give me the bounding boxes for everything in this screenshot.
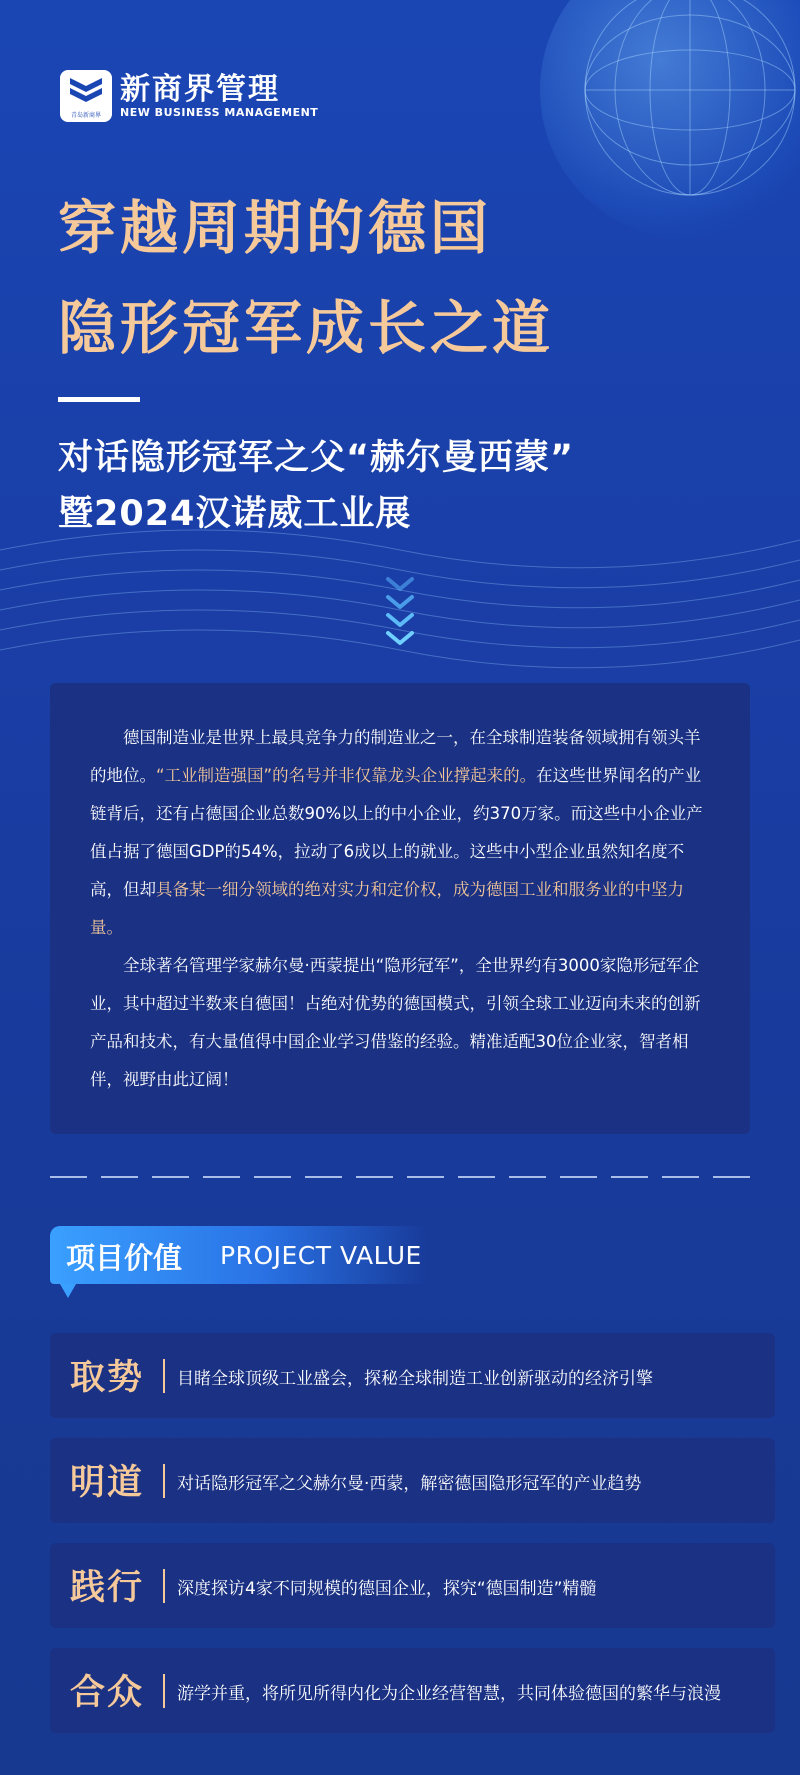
value-item — [50, 1438, 775, 1523]
subtitle-line-1: 对话隐形冠军之父“赫尔曼西蒙” — [58, 438, 575, 478]
intro-paragraph-1 — [90, 719, 715, 947]
value-text: 目睹全球顶级工业盛会，探秘全球制造工业创新驱动的经济引擎 — [177, 1369, 653, 1389]
value-divider — [163, 1674, 165, 1708]
intro-text-a: 德国制造业是世界上最具竞争力的制造业之一，在全球制造装备领域拥有领头羊的地位。 — [90, 728, 701, 785]
intro-paragraph-2: 全球著名管理学家赫尔曼·西蒙提出“隐形冠军”，全世界约有3000家隐形冠军企业，其中超过半数来自德国！占绝对优势的德国模式，引领全球工业迈向未来的创新产品和技术，有大量值得中国企业学习借鉴的经验。精准适配30位企业家，智者相伴，视野由此辽阔！ — [90, 956, 701, 1089]
brand-logo — [60, 70, 318, 122]
value-key: 明道 — [70, 1463, 145, 1503]
value-divider — [163, 1359, 165, 1393]
intro-highlight-2: 具备某一细分领域的绝对实力和定价权，成为德国工业和服务业的中坚力量。 — [90, 880, 684, 937]
section-title-en: PROJECT VALUE — [220, 1241, 422, 1270]
value-key: 合众 — [70, 1673, 145, 1713]
value-text: 游学并重，将所见所得内化为企业经营智慧，共同体验德国的繁华与浪漫 — [177, 1684, 721, 1704]
value-divider — [163, 1464, 165, 1498]
title-line-1: 穿越周期的德国 — [58, 194, 493, 262]
page-subtitle — [58, 430, 574, 542]
title-divider — [58, 397, 140, 402]
value-item — [50, 1543, 775, 1628]
value-key: 取势 — [70, 1358, 145, 1398]
value-text: 深度探访4家不同规模的德国企业，探究“德国制造”精髓 — [177, 1579, 597, 1599]
globe-decoration — [540, 0, 800, 240]
intro-panel — [50, 683, 750, 1134]
dashed-divider — [50, 1176, 750, 1178]
logo-mark-icon — [60, 70, 112, 122]
title-line-2: 隐形冠军成长之道 — [58, 294, 555, 362]
brand-name-en: NEW BUSINESS MANAGEMENT — [120, 105, 319, 119]
intro-highlight-1: “工业制造强国”的名号并非仅靠龙头企业撑起来的。 — [156, 766, 537, 785]
value-text: 对话隐形冠军之父赫尔曼·西蒙，解密德国隐形冠军的产业趋势 — [177, 1474, 642, 1494]
section-header-project-value — [50, 1226, 430, 1284]
section-title-cn: 项目价值 — [66, 1241, 183, 1275]
value-item — [50, 1333, 775, 1418]
value-divider — [163, 1569, 165, 1603]
value-key: 践行 — [70, 1568, 145, 1608]
chevron-down-icon — [384, 575, 416, 651]
value-item — [50, 1648, 775, 1733]
page-title — [58, 178, 554, 378]
brand-name-cn: 新商界管理 — [120, 71, 280, 107]
subtitle-line-2: 暨2024汉诺威工业展 — [58, 494, 412, 534]
logo-caption: 青岛新商界 — [70, 112, 101, 119]
intro-text-c: 在这些世界闻名的产业链背后，还有占德国企业总数90%以上的中小企业，约370万家。而这些中小企业产值占据了德国GDP的54%，拉动了6成以上的就业。这些中小型企业虽然知名度不高，但却 — [90, 766, 703, 899]
